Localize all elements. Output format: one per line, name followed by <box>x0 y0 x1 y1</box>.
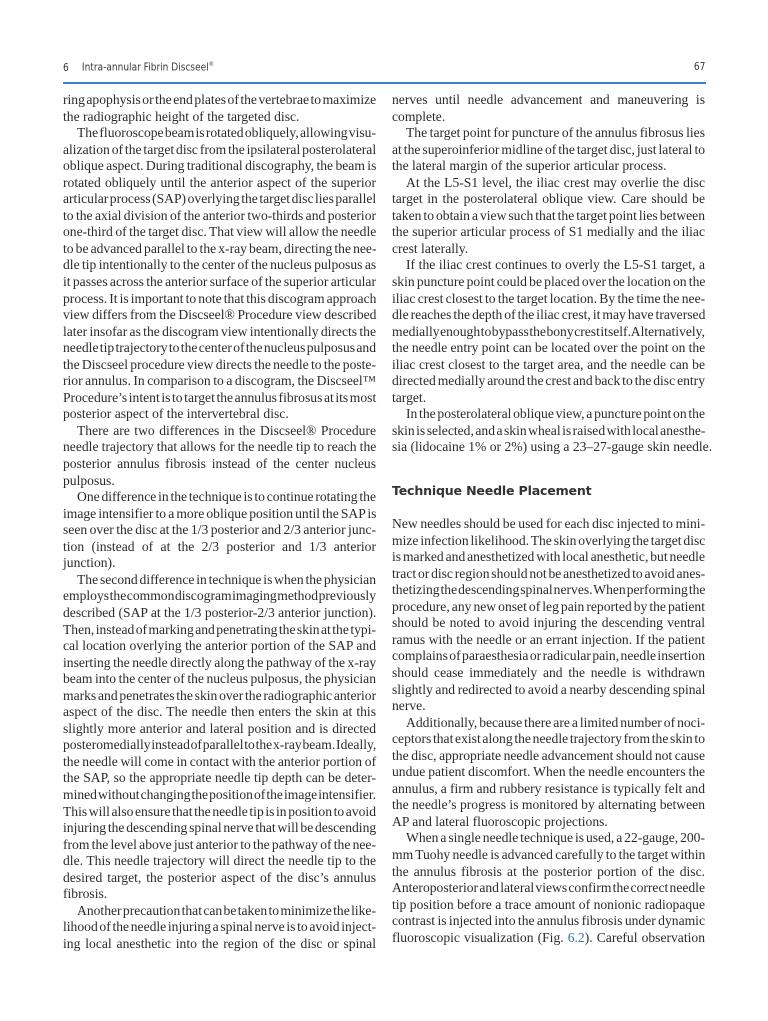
text-line: mm Tuohy needle is advanced carefully to the target within <box>392 846 706 862</box>
text-line: At the L5-S1 level, the iliac crest may overlie the disc <box>406 174 705 190</box>
text-line: medially enough to bypass the bony crest itself. Alternatively, <box>392 323 705 339</box>
text-line: ceptors that exist along the needle trajectory from the skin to <box>392 731 705 747</box>
text-line: tip position before a trace amount of nonionic radiopaque <box>392 896 705 912</box>
registered-mark: ® <box>208 61 214 68</box>
text-line: target in the posterolateral oblique view. Care should be <box>392 191 705 207</box>
text-fragment: ). Careful observation <box>584 929 705 945</box>
text-line: fibrosis. <box>63 886 108 902</box>
text-line: injuring the descending spinal nerve that will be descending <box>63 820 377 836</box>
text-line: aspect of the disc. The needle then enters the skin at this <box>63 704 376 720</box>
chapter-title: Intra-annular Fibrin Discseel <box>81 61 209 74</box>
text-line: oblique aspect. During traditional discography, the beam is <box>63 158 377 174</box>
text-line: AP and lateral fluoroscopic projections. <box>392 813 608 829</box>
text-line: marks and penetrates the skin over the radiographic anterior <box>63 687 377 703</box>
text-line: needle tip trajectory to the center of the nucleus pulposus and <box>63 340 376 356</box>
text-line: Additionally, because there are a limited number of noci- <box>406 714 705 730</box>
text-line: crest laterally. <box>392 240 469 256</box>
text-line: employs the common discogram imaging method previously <box>63 588 376 604</box>
text-line: the needle entry point can be located over the point on the <box>392 340 706 356</box>
text-line: sia (lidocaine 1% or 2%) using a 23–27-gauge skin needle. <box>392 439 713 455</box>
text-line: tion (instead of at the 2/3 posterior and 1/3 anterior <box>63 538 376 554</box>
right-column-text-after-heading <box>392 516 705 930</box>
text-line: directed medially around the crest and back to the disc entry <box>392 373 705 389</box>
text-line: posterior aspect of the intervertebral disc. <box>63 406 289 422</box>
text-line: process. It is important to note that this discogram approach <box>63 290 377 306</box>
text-line: lihood of the needle injuring a spinal nerve is to avoid inject- <box>63 919 376 935</box>
text-line: nerve. <box>392 698 426 714</box>
text-line: should cease immediately and the needle is withdrawn <box>392 664 705 680</box>
text-line: complains of paraesthesia or radicular pain, needle insertion <box>392 648 705 664</box>
text-line: skin is selected, and a skin wheal is raised with local anesthe- <box>392 422 706 438</box>
text-line: This will also ensure that the needle tip is in position to avoid <box>63 803 376 819</box>
right-column <box>392 92 713 946</box>
chapter-number: 6 <box>63 61 69 74</box>
figure-reference-link[interactable]: 6.2 <box>567 929 585 945</box>
text-line: seen over the disc at the 1/3 posterior and 2/3 anterior junc- <box>63 522 376 538</box>
text-line: from the level above just anterior to the pathway of the nee- <box>63 836 376 852</box>
page-number: 67 <box>693 61 705 73</box>
text-line: dle reaches the depth of the iliac crest, it may have traversed <box>392 307 706 323</box>
text-line: thetizing the descending spinal nerves. When performing the <box>392 582 706 598</box>
text-line: In the posterolateral oblique view, a puncture point on the <box>406 406 705 422</box>
text-line: alization of the target disc from the ipsilateral posterolateral <box>63 141 377 157</box>
text-line: posterior annulus fibrosis instead of the center nucleus <box>63 456 376 472</box>
text-line: Procedure’s intent is to target the annulus fibrosus at its most <box>63 389 377 405</box>
text-line: One difference in the technique is to continue rotating the <box>77 489 376 505</box>
text-line: New needles should be used for each disc injected to mini- <box>392 516 706 532</box>
left-column <box>63 92 376 952</box>
text-line: The fluoroscope beam is rotated obliquely, allowing visu- <box>77 125 376 141</box>
text-line: pulposus. <box>63 472 115 488</box>
text-line: it passes across the anterior surface of the superior articular <box>63 274 376 290</box>
text-line: ramus with the needle or an errant injection. If the patient <box>392 631 705 647</box>
text-line: tract or disc region should not be anesthetized to avoid anes- <box>392 565 706 581</box>
text-line: junction). <box>63 555 116 571</box>
text-line: mize infection likelihood. The skin overlying the target disc <box>392 532 706 548</box>
text-line: at the superoinferior midline of the target disc, just lateral to <box>392 141 706 157</box>
text-fragment: fluoroscopic visualization (Fig. <box>392 929 568 945</box>
text-line: is marked and anesthetized with local anesthetic, but needle <box>392 549 705 565</box>
text-line: rotated obliquely until the anterior aspect of the superior <box>63 174 376 190</box>
text-line: If the iliac crest continues to overly the L5-S1 target, a <box>406 257 705 273</box>
text-line: the lateral margin of the superior articular process. <box>392 158 667 174</box>
text-line: dle. This needle trajectory will direct the needle tip to the <box>63 853 376 869</box>
text-line: Anteroposterior and lateral views confirm the correct needle <box>392 880 705 896</box>
text-line: the disc, appropriate needle advancement should not cause <box>392 747 705 763</box>
section-heading: Technique Needle Placement <box>392 483 592 499</box>
text-line: image intensifier to a more oblique position until the SAP is <box>63 505 377 521</box>
text-line: later insofar as the discogram view intentionally directs the <box>63 323 376 339</box>
text-line: When a single needle technique is used, a 22-gauge, 200- <box>406 830 705 846</box>
text-line: beam into the center of the nucleus pulposus, the physician <box>63 671 376 687</box>
text-line: described (SAP at the 1/3 posterior-2/3 anterior junction). <box>63 604 377 620</box>
text-line: should be noted to avoid injuring the descending ventral <box>392 615 705 631</box>
text-line: Then, instead of marking and penetrating the skin at the typi- <box>63 621 376 637</box>
text-line: the needle will come in contact with the anterior portion of <box>63 753 377 769</box>
text-line: the Discseel procedure view directs the needle to the poste- <box>63 356 376 372</box>
text-line: posteromedially instead of parallel to the x-ray beam. Ideally, <box>63 737 377 753</box>
text-line: slightly more anterior and lateral position and is directed <box>63 720 376 736</box>
text-line: inserting the needle directly along the pathway of the x-ray <box>63 654 377 670</box>
text-line: nerves until needle advancement and maneuvering is <box>392 92 705 107</box>
text-line: contrast is injected into the annulus fibrosis under dynamic <box>392 913 705 929</box>
text-line: complete. <box>392 108 446 124</box>
text-line: There are two differences in the Discseel® Procedure <box>77 422 376 438</box>
text-line: undue patient discomfort. When the needle encounters the <box>392 764 706 780</box>
text-line: mined without changing the position of the image intensifier. <box>63 786 376 802</box>
text-line: desired target, the posterior aspect of the disc’s annulus <box>63 869 376 885</box>
text-line: the superior articular process of S1 medially and the iliac <box>392 224 705 240</box>
text-line: target. <box>392 389 427 405</box>
text-line: Another precaution that can be taken to minimize the like- <box>77 902 376 918</box>
text-line: the radiographic height of the targeted disc. <box>63 108 300 124</box>
running-head <box>63 61 619 77</box>
text-line: the SAP, so the appropriate needle tip depth can be deter- <box>63 770 376 786</box>
text-line: the needle’s progress is monitored by alternating between <box>392 797 705 813</box>
text-line: to be advanced parallel to the x-ray beam, directing the nee- <box>63 240 377 256</box>
text-line: The second difference in technique is when the physician <box>77 571 376 587</box>
text-line: iliac crest closest to the target location. By the time the nee- <box>392 290 706 306</box>
text-line: the annulus fibrosis at the posterior portion of the disc. <box>392 863 705 879</box>
text-line: annulus, a firm and rubbery resistance is typically felt and <box>392 780 705 796</box>
text-line: rior annulus. In comparison to a discogram, the Discseel™ <box>63 373 376 389</box>
text-line: dle tip intentionally to the center of the nucleus pulposus as <box>63 257 377 273</box>
text-line: skin puncture point could be placed over the location on the <box>392 274 706 290</box>
text-line: procedure, any new onset of leg pain reported by the patient <box>392 598 705 614</box>
text-line: ring apophysis or the end plates of the vertebrae to maximize <box>63 92 377 107</box>
text-line: to the axial division of the anterior two-thirds and posterior <box>63 207 377 223</box>
text-line: cal location overlying the anterior portion of the SAP and <box>63 638 376 654</box>
text-line: iliac crest closest to the target area, and the needle can be <box>392 356 705 372</box>
text-line: needle trajectory that allows for the needle tip to reach the <box>63 439 377 455</box>
right-column-text-before-heading <box>392 92 713 456</box>
header-rule <box>63 82 706 84</box>
text-line: taken to obtain a view such that the target point lies between <box>392 207 705 223</box>
text-line: articular process (SAP) overlying the target disc lies parallel <box>63 191 377 207</box>
text-line: slightly and redirected to avoid a nearby descending spinal <box>392 681 706 697</box>
text-line <box>392 930 705 947</box>
text-line: view differs from the Discseel® Procedure view described <box>63 307 377 323</box>
text-line: The target point for puncture of the annulus fibrosus lies <box>406 125 705 141</box>
text-line: ing local anesthetic into the region of the disc or spinal <box>63 935 376 951</box>
text-line: one-third of the target disc. That view will allow the needle <box>63 224 377 240</box>
